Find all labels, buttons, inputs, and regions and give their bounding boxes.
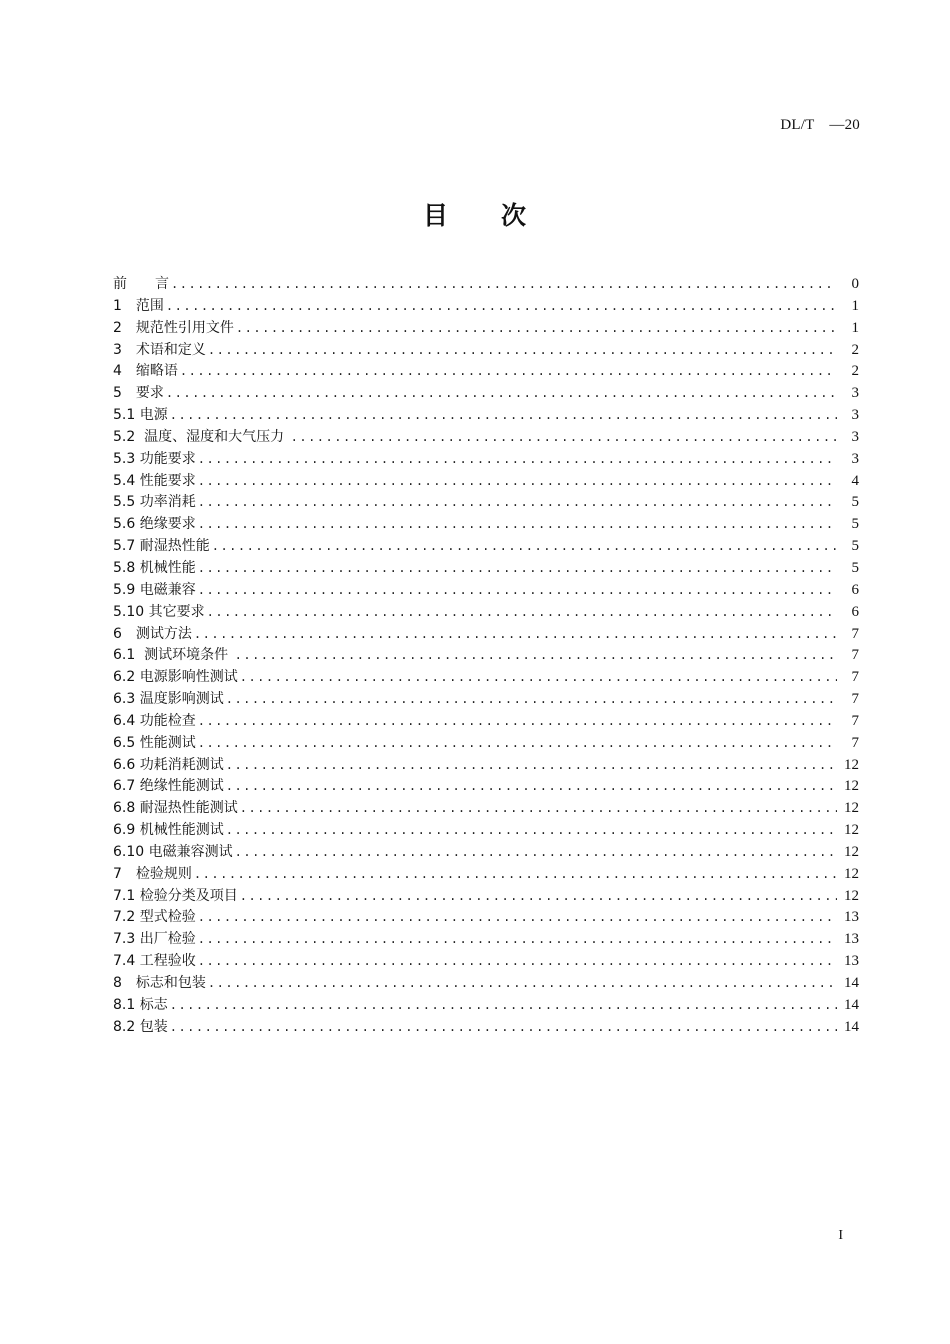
toc-entry-page: 5 — [851, 559, 859, 576]
toc-dot-leader — [240, 798, 837, 820]
toc-dot-leader — [226, 776, 837, 798]
toc-entry-label: 8 标志和包装 — [113, 975, 206, 991]
toc-entry[interactable] — [113, 995, 859, 1017]
toc-dot-leader — [198, 907, 837, 929]
toc-entry-label: 5.6 绝缘要求 — [113, 516, 196, 533]
toc-entry[interactable] — [113, 274, 859, 296]
toc-entry-label: 5.8 机械性能 — [113, 559, 196, 576]
toc-entry-page: 2 — [851, 363, 859, 380]
toc-dot-leader — [226, 755, 837, 777]
toc-entry-label: 6.5 性能测试 — [113, 734, 196, 751]
toc-entry-page: 12 — [844, 778, 859, 795]
toc-title: 目 次 — [422, 201, 527, 230]
toc-entry-page: 6 — [851, 603, 859, 620]
toc-dot-leader — [208, 340, 837, 362]
toc-dot-leader — [235, 645, 837, 667]
toc-entry-page: 7 — [851, 712, 859, 729]
toc-dot-leader — [240, 886, 837, 908]
toc-dot-leader — [291, 427, 837, 449]
toc-entry-label: 7 检验规则 — [113, 865, 192, 882]
toc-entry[interactable] — [113, 973, 859, 995]
toc-dot-leader — [198, 711, 837, 733]
toc-entry-label: 6.9 机械性能测试 — [113, 822, 224, 839]
toc-entry[interactable] — [113, 711, 859, 733]
toc-dot-leader — [198, 471, 837, 493]
toc-entry-label: 5.10 其它要求 — [113, 603, 205, 620]
toc-entry[interactable] — [113, 449, 859, 471]
toc-entry-page: 12 — [844, 822, 859, 839]
toc-entry-label: 6.6 功耗消耗测试 — [113, 756, 224, 773]
toc-dot-leader — [194, 624, 837, 646]
toc-entry-page: 1 — [851, 319, 859, 336]
toc-entry-page: 7 — [851, 647, 859, 664]
toc-entry-page: 13 — [844, 931, 859, 948]
toc-entry-page: 3 — [851, 407, 859, 424]
toc-entry-label: 8.2 包装 — [113, 1018, 168, 1035]
toc-entry[interactable] — [113, 689, 859, 711]
toc-entry[interactable] — [113, 929, 859, 951]
toc-entry-page: 12 — [844, 756, 859, 773]
toc-entry[interactable] — [113, 536, 859, 558]
toc-entry[interactable] — [113, 296, 859, 318]
toc-entry-label: 5.4 性能要求 — [113, 472, 196, 489]
toc-entry-label: 6.1 测试环境条件 — [113, 647, 233, 664]
toc-entry-label: 5.3 功能要求 — [113, 450, 196, 467]
toc-entry[interactable] — [113, 798, 859, 820]
toc-dot-leader — [226, 689, 837, 711]
page-number: I — [838, 1228, 843, 1243]
toc-entry-label: 3 术语和定义 — [113, 341, 206, 358]
toc-entry-label: 1 范围 — [113, 297, 164, 314]
toc-entry-page: 12 — [844, 887, 859, 904]
toc-dot-leader — [226, 820, 837, 842]
toc-entry-page: 12 — [844, 865, 859, 882]
toc-entry-page: 7 — [851, 669, 859, 686]
toc-entry[interactable] — [113, 580, 859, 602]
toc-entry[interactable] — [113, 755, 859, 777]
toc-dot-leader — [208, 973, 837, 995]
toc-entry-label: 前 言 — [113, 276, 169, 292]
toc-entry-label: 6.10 电磁兼容测试 — [113, 843, 233, 860]
toc-entry[interactable] — [113, 471, 859, 493]
toc-dot-leader — [198, 558, 837, 580]
table-of-contents — [113, 274, 859, 1039]
toc-entry-page: 2 — [851, 341, 859, 358]
toc-dot-leader — [171, 274, 837, 296]
toc-dot-leader — [236, 318, 837, 340]
document-code: DL/T —20 — [780, 117, 860, 133]
toc-entry-page: 14 — [844, 996, 859, 1013]
toc-dot-leader — [235, 842, 837, 864]
toc-dot-leader — [198, 580, 837, 602]
toc-entry[interactable] — [113, 383, 859, 405]
toc-entry[interactable] — [113, 820, 859, 842]
toc-entry[interactable] — [113, 1017, 859, 1039]
toc-entry-page: 13 — [844, 909, 859, 926]
toc-dot-leader — [198, 929, 837, 951]
toc-entry-label: 7.3 出厂检验 — [113, 931, 196, 948]
toc-dot-leader — [194, 864, 837, 886]
toc-entry-page: 4 — [851, 472, 859, 489]
toc-dot-leader — [198, 514, 837, 536]
toc-entry-page: 13 — [844, 953, 859, 970]
toc-dot-leader — [198, 733, 837, 755]
toc-entry-page: 5 — [851, 516, 859, 533]
toc-entry-label: 7.1 检验分类及项目 — [113, 887, 238, 904]
toc-entry-page: 3 — [851, 428, 859, 445]
toc-entry[interactable] — [113, 864, 859, 886]
toc-entry-page: 6 — [851, 581, 859, 598]
toc-entry-page: 14 — [844, 975, 859, 991]
toc-dot-leader — [166, 296, 837, 318]
toc-entry-label: 6.4 功能检查 — [113, 712, 196, 729]
toc-entry-label: 5.1 电源 — [113, 407, 168, 424]
toc-entry-label: 2 规范性引用文件 — [113, 319, 234, 336]
toc-entry-page: 3 — [851, 385, 859, 402]
toc-entry-page: 7 — [851, 691, 859, 708]
toc-dot-leader — [198, 449, 837, 471]
toc-entry-page: 12 — [844, 800, 859, 817]
toc-entry[interactable] — [113, 733, 859, 755]
toc-dot-leader — [170, 405, 837, 427]
toc-dot-leader — [180, 361, 837, 383]
toc-entry[interactable] — [113, 602, 859, 624]
toc-entry-label: 5.2 温度、湿度和大气压力 — [113, 428, 289, 445]
toc-entry-label: 6.7 绝缘性能测试 — [113, 778, 224, 795]
toc-dot-leader — [240, 667, 837, 689]
toc-entry-label: 7.2 型式检验 — [113, 909, 196, 926]
toc-entry-page: 5 — [851, 538, 859, 555]
toc-entry[interactable] — [113, 667, 859, 689]
toc-entry-label: 6.3 温度影响测试 — [113, 691, 224, 708]
toc-entry-label: 8.1 标志 — [113, 996, 168, 1013]
toc-entry[interactable] — [113, 645, 859, 667]
toc-entry-page: 12 — [844, 843, 859, 860]
toc-entry-label: 5.7 耐湿热性能 — [113, 538, 210, 555]
toc-entry[interactable] — [113, 558, 859, 580]
toc-entry-page: 0 — [851, 276, 859, 292]
toc-entry[interactable] — [113, 492, 859, 514]
toc-entry-page: 7 — [851, 734, 859, 751]
toc-dot-leader — [198, 492, 837, 514]
toc-entry-page: 3 — [851, 450, 859, 467]
toc-entry-label: 5 要求 — [113, 385, 164, 402]
toc-entry-label: 6 测试方法 — [113, 625, 192, 642]
toc-dot-leader — [170, 995, 837, 1017]
toc-entry[interactable] — [113, 405, 859, 427]
toc-entry[interactable] — [113, 624, 859, 646]
toc-entry[interactable] — [113, 776, 859, 798]
toc-dot-leader — [198, 951, 837, 973]
toc-entry-label: 7.4 工程验收 — [113, 953, 196, 970]
toc-entry-page: 7 — [851, 625, 859, 642]
toc-entry-label: 6.8 耐湿热性能测试 — [113, 800, 238, 817]
toc-entry[interactable] — [113, 361, 859, 383]
toc-entry[interactable] — [113, 886, 859, 908]
toc-entry[interactable] — [113, 842, 859, 864]
toc-entry[interactable] — [113, 951, 859, 973]
toc-entry-page: 5 — [851, 494, 859, 511]
toc-entry[interactable] — [113, 318, 859, 340]
toc-entry[interactable] — [113, 427, 859, 449]
toc-dot-leader — [166, 383, 837, 405]
toc-dot-leader — [170, 1017, 837, 1039]
toc-entry-label: 6.2 电源影响性测试 — [113, 669, 238, 686]
toc-dot-leader — [207, 602, 837, 624]
toc-entry[interactable] — [113, 340, 859, 362]
toc-dot-leader — [212, 536, 837, 558]
toc-entry[interactable] — [113, 907, 859, 929]
toc-entry-page: 1 — [851, 297, 859, 314]
toc-entry-label: 5.5 功率消耗 — [113, 494, 196, 511]
toc-entry-page: 14 — [844, 1018, 859, 1035]
toc-entry[interactable] — [113, 514, 859, 536]
toc-entry-label: 5.9 电磁兼容 — [113, 581, 196, 598]
toc-entry-label: 4 缩略语 — [113, 363, 178, 380]
